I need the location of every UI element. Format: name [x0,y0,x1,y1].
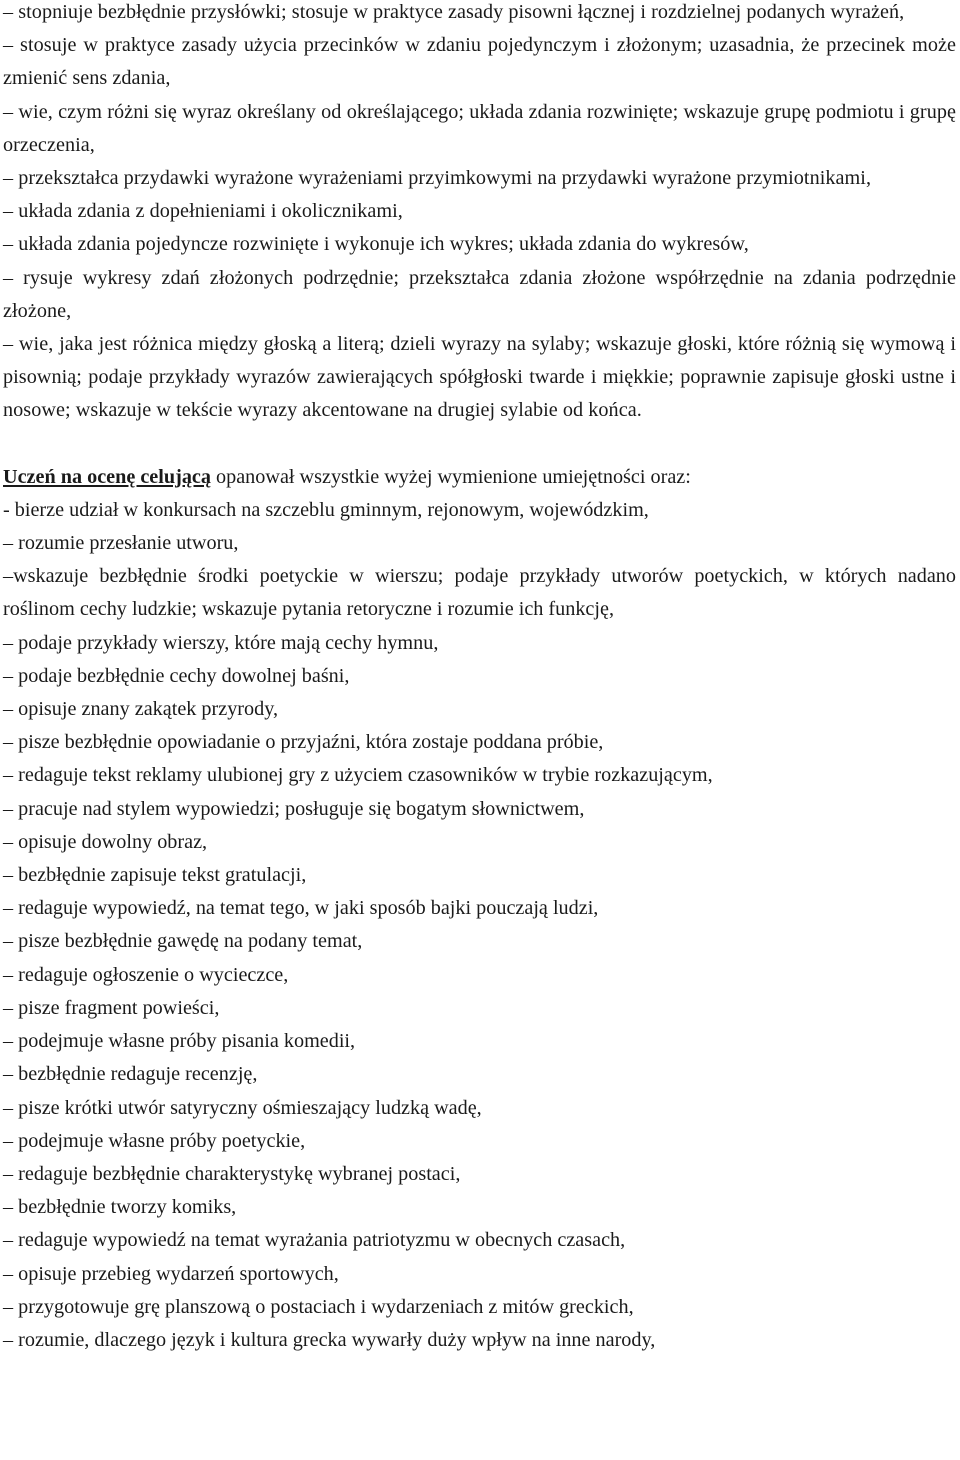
list-item: – pisze bezbłędnie gawędę na podany temat, [3,930,363,953]
list-item: – podejmuje własne próby poetyckie, [3,1129,306,1152]
list-item: – stosuje w praktyce zasady użycia przecinków w zdaniu pojedynczym i złożonym; uzasadnia, że przecinek może zmienić sens zdania, [3,34,956,90]
list-item: – rysuje wykresy zdań złożonych podrzędnie; przekształca zdania złożone współrzędnie na zdania podrzędnie złożone, [3,266,956,322]
section-heading-rest: opanował wszystkie wyżej wymienione umiejętności oraz: [210,465,691,488]
list-item: – wie, czym różni się wyraz określany od określającego; układa zdania rozwinięte; wskazuje grupę podmiotu i grupę orzeczenia, [3,100,956,156]
list-item: – układa zdania pojedyncze rozwinięte i wykonuje ich wykres; układa zdania do wykresów, [3,233,749,256]
list-item: – układa zdania z dopełnieniami i okolicznikami, [3,200,403,223]
list-item: – podejmuje własne próby pisania komedii, [3,1030,356,1053]
list-item: – opisuje przebieg wydarzeń sportowych, [3,1262,339,1285]
skills-list-continued [3,0,956,428]
list-item: – redaguje bezbłędnie charakterystykę wybranej postaci, [3,1162,461,1185]
list-item: – pracuje nad stylem wypowiedzi; posługuje się bogatym słownictwem, [3,797,585,820]
list-item: – opisuje dowolny obraz, [3,830,208,853]
list-item: – podaje przykłady wierszy, które mają cechy hymnu, [3,631,439,654]
list-item: – opisuje znany zakątek przyrody, [3,698,279,721]
list-item: – wie, jaka jest różnica między głoską a literą; dzieli wyrazy na sylaby; wskazuje głoski, które różnią się wymową i pisownią; podaje przykłady wyrazów zawierających spółgłoski twarde i miękkie; poprawnie zapisuje głoski ustne i nosowe; wskazuje w tekście wyrazy akcentowane na drugiej sylabie od końca. [3,333,956,422]
list-item: – redaguje tekst reklamy ulubionej gry z użyciem czasowników w trybie rozkazującym, [3,764,713,787]
list-item: – pisze krótki utwór satyryczny ośmieszający ludzką wadę, [3,1096,482,1119]
list-item: – rozumie przesłanie utworu, [3,532,239,555]
list-item: – redaguje ogłoszenie o wycieczce, [3,963,289,986]
list-item: – bezbłędnie zapisuje tekst gratulacji, [3,864,307,887]
list-item: – przygotowuje grę planszową o postaciach i wydarzeniach z mitów greckich, [3,1295,634,1318]
list-item: – bezbłędnie tworzy komiks, [3,1196,237,1219]
grade-section [3,461,956,1357]
list-item: – przekształca przydawki wyrażone wyrażeniami przyimkowymi na przydawki wyrażone przymiotnikami, [3,167,872,190]
list-item: - bierze udział w konkursach na szczeblu gminnym, rejonowym, wojewódzkim, [3,498,649,521]
list-item: – bezbłędnie redaguje recenzję, [3,1063,258,1086]
list-item: – redaguje wypowiedź, na temat tego, w jaki sposób bajki pouczają ludzi, [3,897,599,920]
section-intro [3,461,956,494]
list-item: – rozumie, dlaczego język i kultura grecka wywarły duży wpływ na inne narody, [3,1328,656,1351]
list-item: – pisze fragment powieści, [3,996,220,1019]
list-item: – podaje bezbłędnie cechy dowolnej baśni, [3,664,350,687]
list-item: – redaguje wypowiedź na temat wyrażania patriotyzmu w obecnych czasach, [3,1229,626,1252]
list-item: – pisze bezbłędnie opowiadanie o przyjaźni, która zostaje poddana próbie, [3,731,604,754]
list-item: – stopniuje bezbłędnie przysłówki; stosuje w praktyce zasady pisowni łącznej i rozdzielnej podanych wyrażeń, [3,1,905,23]
list-item: –wskazuje bezbłędnie środki poetyckie w wierszu; podaje przykłady utworów poetyckich, w których nadano roślinom cechy ludzkie; wskazuje pytania retoryczne i rozumie ich funkcję, [3,565,956,621]
section-heading: Uczeń na ocenę celującą [3,465,211,488]
